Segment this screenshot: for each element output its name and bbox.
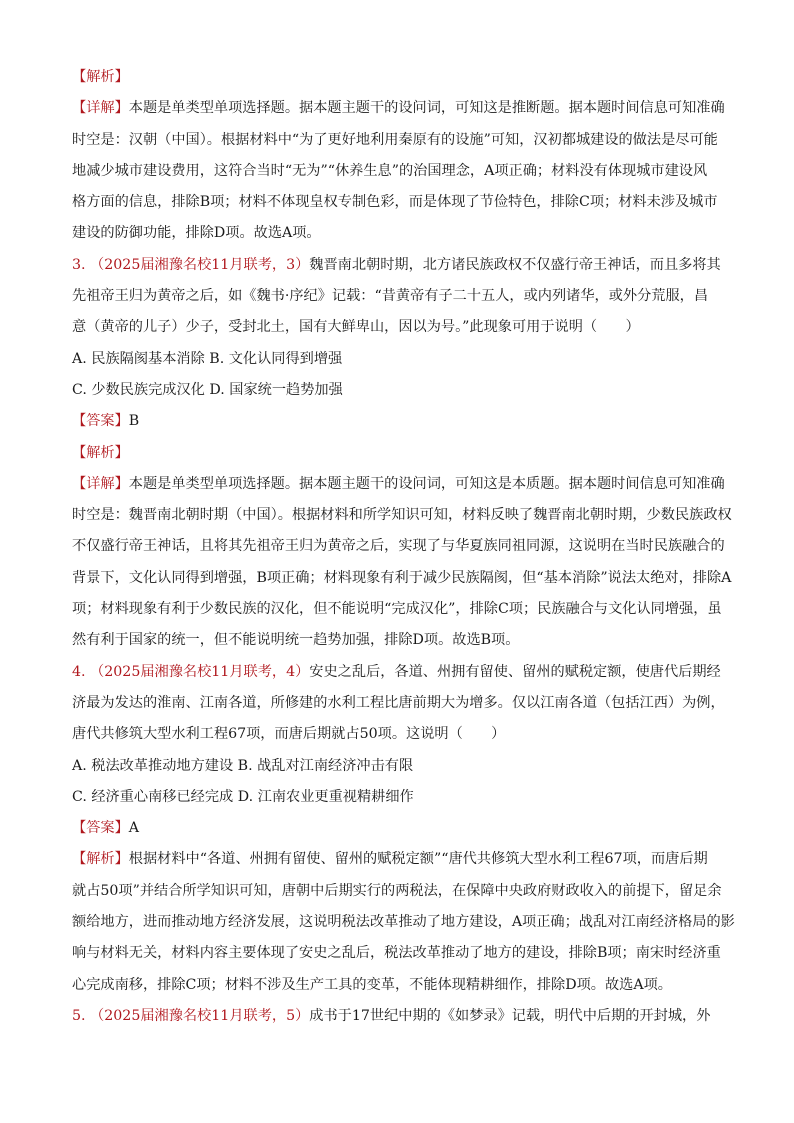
line-29	[72, 938, 732, 969]
line-text: 魏晋南北朝时期，北方诸民族政权不仅盛行帝王神话，而且多将其	[309, 256, 721, 273]
line-text: 安史之乱后，各道、州拥有留使、留州的赋税定额，使唐代后期经	[309, 663, 721, 680]
line-5	[72, 187, 732, 218]
line-text: 然有利于国家的统一，但不能说明统一趋势加强，排除D项。故选B项。	[72, 632, 520, 649]
line-text: 心完成南移，排除C项；材料不涉及生产工具的变革，不能体现精耕细作，排除D项。故选A项。	[72, 976, 672, 993]
line-27	[72, 876, 732, 907]
tag-label: 【解析】	[72, 851, 129, 868]
line-text: 建设的防御功能，排除D项。故选A项。	[72, 225, 321, 242]
tag-label: 【详解】	[72, 100, 129, 117]
line-4	[72, 156, 732, 187]
line-14	[72, 469, 732, 500]
tag-label: 【答案】	[72, 413, 129, 430]
tag-label: 【解析】	[72, 69, 129, 85]
line-text: 响与材料无关，材料内容主要体现了安史之乱后，税法改革推动了地方的建设，排除B项；南宋时经济重	[72, 945, 721, 962]
line-text: 济最为发达的淮南、江南各道，所修建的水利工程比唐前期大为增多。仅以江南各道（包括江西）为例，	[72, 694, 725, 711]
tag-label: 【详解】	[72, 475, 129, 492]
options-cd	[72, 782, 732, 813]
line-28	[72, 907, 735, 938]
answer-value: B	[128, 413, 140, 430]
line-1	[72, 62, 732, 93]
answer-value: A	[128, 820, 140, 837]
line-text: 本题是单类型单项选择题。据本题主题干的设问词，可知这是本质题。据本题时间信息可知准确	[128, 475, 725, 492]
line-2	[72, 93, 732, 124]
tag-label: 【解析】	[72, 444, 129, 461]
line-text: C. 经济重心南移已经完成 D. 江南农业更重视精耕细作	[72, 788, 414, 805]
line-26	[72, 844, 732, 875]
line-17	[72, 563, 732, 594]
line-text: C. 少数民族完成汉化 D. 国家统一趋势加强	[72, 381, 343, 398]
line-text: A. 民族隔阂基本消除 B. 文化认同得到增强	[72, 350, 343, 367]
line-9	[72, 312, 732, 343]
line-text: 先祖帝王归为黄帝之后，如《魏书·序纪》记载：“昔黄帝有子二十五人，或内列诸华，或外分荒服，昌	[72, 288, 709, 305]
line-text: 根据材料中“各道、州拥有留使、留州的赋税定额”“唐代共修筑大型水利工程67项，而唐后期	[128, 851, 708, 868]
tag-label: 【答案】	[72, 820, 129, 837]
line-text: 项；材料现象有利于少数民族的汉化，但不能说明“完成汉化”，排除C项；民族融合与文化认同增强，虽	[72, 601, 722, 618]
line-16	[72, 531, 732, 562]
line-text: 背景下，文化认同得到增强，B项正确；材料现象有利于减少民族隔阂，但“基本消除”说法太绝对，排除A	[72, 569, 732, 586]
line-text: 成书于17世纪中期的《如梦录》记载，明代中后期的开封城，外	[309, 1007, 711, 1024]
options-cd	[72, 375, 732, 406]
line-text: 额给地方，进而推动地方经济发展，这说明税法改革推动了地方建设，A项正确；战乱对江南经济格局的影	[72, 914, 735, 931]
line-21	[72, 688, 732, 719]
line-text: 时空是：汉朝（中国）。根据材料中“为了更好地利用秦原有的设施”可知，汉初都城建设的做法是尽可能	[72, 131, 718, 148]
question-3	[72, 250, 732, 281]
line-text: A. 税法改革推动地方建设 B. 战乱对江南经济冲击有限	[72, 757, 414, 774]
options-ab	[72, 751, 732, 782]
question-source: 5. （2025届湘豫名校11月联考，5）	[72, 1007, 310, 1024]
line-8	[72, 281, 732, 312]
line-19	[72, 625, 732, 656]
line-text: 地减少城市建设费用，这符合当时“无为”“休养生息”的治国理念，A项正确；材料没有体现城市建设风	[72, 162, 708, 179]
answer-line	[72, 406, 732, 437]
line-30	[72, 970, 732, 1001]
question-4	[72, 657, 732, 688]
line-22	[72, 719, 732, 750]
line-text: 唐代共修筑大型水利工程67项，而唐后期就占50项。这说明（ ）	[72, 726, 506, 743]
line-text: 不仅盛行帝王神话，且将其先祖帝王归为黄帝之后，实现了与华夏族同祖同源，这说明在当时民族融合的	[72, 538, 725, 555]
line-18	[72, 594, 732, 625]
options-ab	[72, 344, 732, 375]
question-source: 3. （2025届湘豫名校11月联考，3）	[72, 256, 310, 273]
answer-line	[72, 813, 732, 844]
line-text: 时空是：魏晋南北朝时期（中国）。根据材料和所学知识可知，材料反映了魏晋南北朝时期，少数民族政权	[72, 507, 732, 524]
line-3	[72, 125, 732, 156]
document-page	[72, 62, 735, 1032]
line-15	[72, 500, 732, 531]
question-source: 4. （2025届湘豫名校11月联考，4）	[72, 663, 310, 680]
line-text: 格方面的信息，排除B项；材料不体现皇权专制色彩，而是体现了节俭特色，排除C项；材料未涉及城市	[72, 194, 718, 211]
line-text: 本题是单类型单项选择题。据本题主题干的设问词，可知这是推断题。据本题时间信息可知准确	[128, 100, 725, 117]
line-6	[72, 218, 732, 249]
line-13	[72, 438, 732, 469]
line-text: 意（黄帝的儿子）少子，受封北土，国有大鲜卑山，因以为号。”此现象可用于说明（ ）	[72, 319, 640, 336]
line-text: 就占50项”并结合所学知识可知，唐朝中后期实行的两税法，在保障中央政府财政收入的前提下，留足余	[72, 882, 722, 899]
question-5	[72, 1001, 732, 1032]
